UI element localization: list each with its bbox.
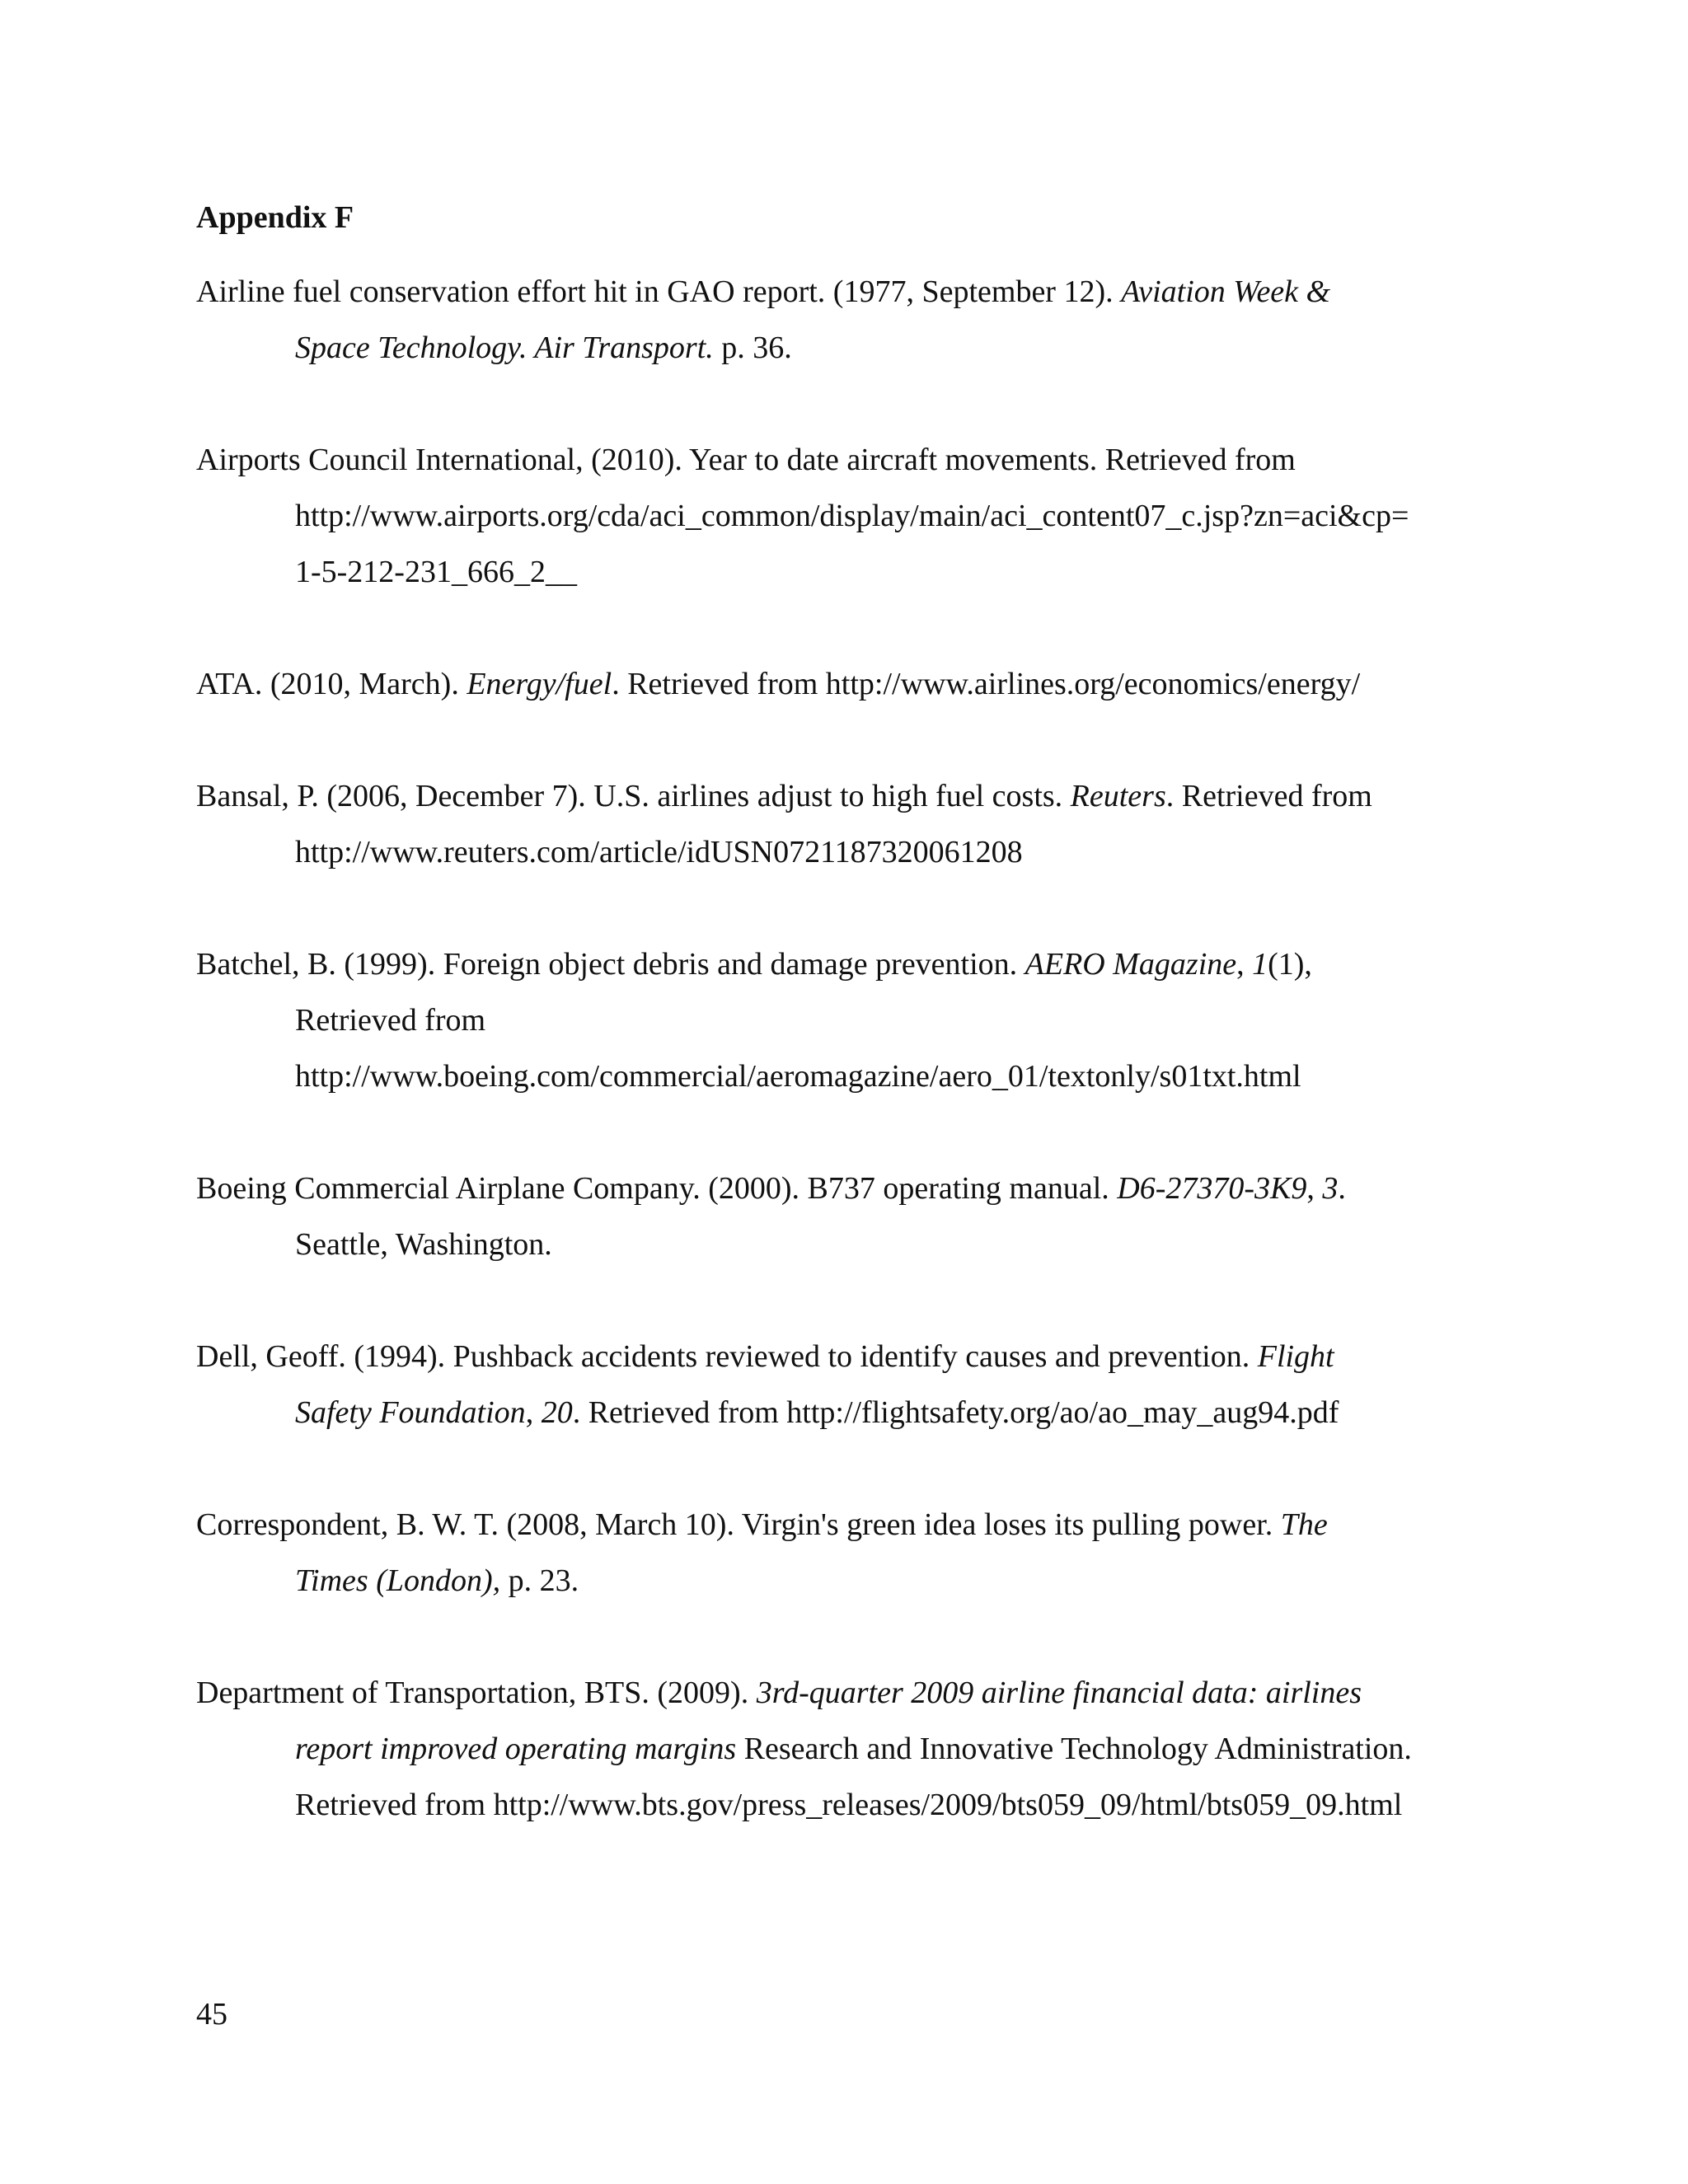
reference-italic-text: report improved operating margins [295,1732,737,1766]
reference-italic-text: 20 [541,1395,573,1430]
appendix-heading: Appendix F [196,200,354,235]
reference-italic-text: Reuters [1070,779,1166,813]
reference-text: Seattle, Washington. [295,1227,552,1262]
reference-entry [196,1329,1515,1441]
reference-entry [196,264,1515,376]
reference-text: . [1338,1171,1346,1206]
reference-entry [196,936,1515,1104]
reference-line [196,656,1515,712]
reference-text: http://www.airports.org/cda/aci_common/display/main/aci_content07_c.jsp?zn=aci&cp= [295,499,1409,533]
reference-line [196,1665,1515,1721]
reference-text: Retrieved from [295,1003,486,1038]
reference-text: ATA. (2010, March). [196,667,467,701]
reference-text: . Retrieved from http://flightsafety.org/ao/ao_may_aug94.pdf [572,1395,1339,1430]
reference-italic-text: The [1280,1507,1328,1542]
reference-line [196,432,1515,488]
reference-text: , [525,1395,542,1430]
reference-entry [196,768,1515,880]
reference-entry [196,1160,1515,1272]
reference-italic-text: 3rd-quarter 2009 airline financial data: airlines [756,1675,1362,1710]
reference-text: Correspondent, B. W. T. (2008, March 10). Virgin's green idea loses its pulling power. [196,1507,1281,1542]
reference-italic-text: AERO Magazine [1025,947,1237,982]
reference-text: Dell, Geoff. (1994). Pushback accidents reviewed to identify causes and prevention. [196,1339,1258,1374]
reference-text: . Retrieved from [1165,779,1372,813]
reference-line [196,768,1515,824]
reference-italic-text: Safety Foundation [295,1395,526,1430]
reference-text: Bansal, P. (2006, December 7). U.S. airlines adjust to high fuel costs. [196,779,1071,813]
reference-text: Batchel, B. (1999). Foreign object debris and damage prevention. [196,947,1025,982]
reference-text: , [1236,947,1253,982]
reference-line [196,1497,1515,1553]
reference-text: Retrieved from http://www.bts.gov/press_releases/2009/bts059_09/html/bts059_09.html [295,1788,1403,1822]
reference-italic-text: Flight [1257,1339,1334,1374]
reference-text: http://www.boeing.com/commercial/aeromagazine/aero_01/textonly/s01txt.html [295,1059,1301,1094]
reference-line [196,936,1515,992]
reference-text: . Retrieved from http://www.airlines.org/economics/energy/ [612,667,1361,701]
reference-text: p. 23. [500,1563,579,1598]
reference-entry [196,1665,1515,1833]
reference-italic-text: Space Technology. Air Transport. [295,330,714,365]
reference-text: , [1306,1171,1323,1206]
reference-text: Airports Council International, (2010). Year to date aircraft movements. Retrieved from [196,443,1296,477]
reference-line [295,1385,1515,1441]
reference-line [196,1329,1515,1385]
reference-line [196,1160,1515,1216]
reference-text: http://www.reuters.com/article/idUSN0721187320061208 [295,835,1023,869]
page-number: 45 [196,1997,227,2032]
reference-italic-text: 1 [1252,947,1268,982]
reference-italic-text: Energy/fuel [467,667,612,701]
reference-text: Airline fuel conservation effort hit in GAO report. (1977, September 12). [196,274,1122,309]
reference-italic-text: Aviation Week & [1121,274,1331,309]
reference-line [295,1553,1515,1609]
reference-text: 1-5-212-231_666_2__ [295,555,577,589]
reference-line [295,1777,1515,1833]
reference-entry [196,656,1515,712]
reference-italic-text: Times (London), [295,1563,501,1598]
reference-line [295,992,1515,1048]
reference-line [295,1048,1515,1104]
reference-text: Department of Transportation, BTS. (2009). [196,1675,757,1710]
reference-line [295,1721,1515,1777]
reference-text: Research and Innovative Technology Administration. [736,1732,1412,1766]
reference-text: p. 36. [713,330,792,365]
reference-entry [196,1497,1515,1609]
reference-entry [196,432,1515,600]
reference-italic-text: D6-27370-3K9 [1117,1171,1307,1206]
reference-line [295,1216,1515,1272]
reference-text: (1), [1268,947,1312,982]
reference-line [295,544,1515,600]
reference-list [196,264,1515,1889]
reference-line [295,320,1515,376]
reference-line [196,264,1515,320]
reference-line [295,824,1515,880]
reference-line [295,488,1515,544]
reference-italic-text: 3 [1322,1171,1339,1206]
reference-text: Boeing Commercial Airplane Company. (2000). B737 operating manual. [196,1171,1118,1206]
